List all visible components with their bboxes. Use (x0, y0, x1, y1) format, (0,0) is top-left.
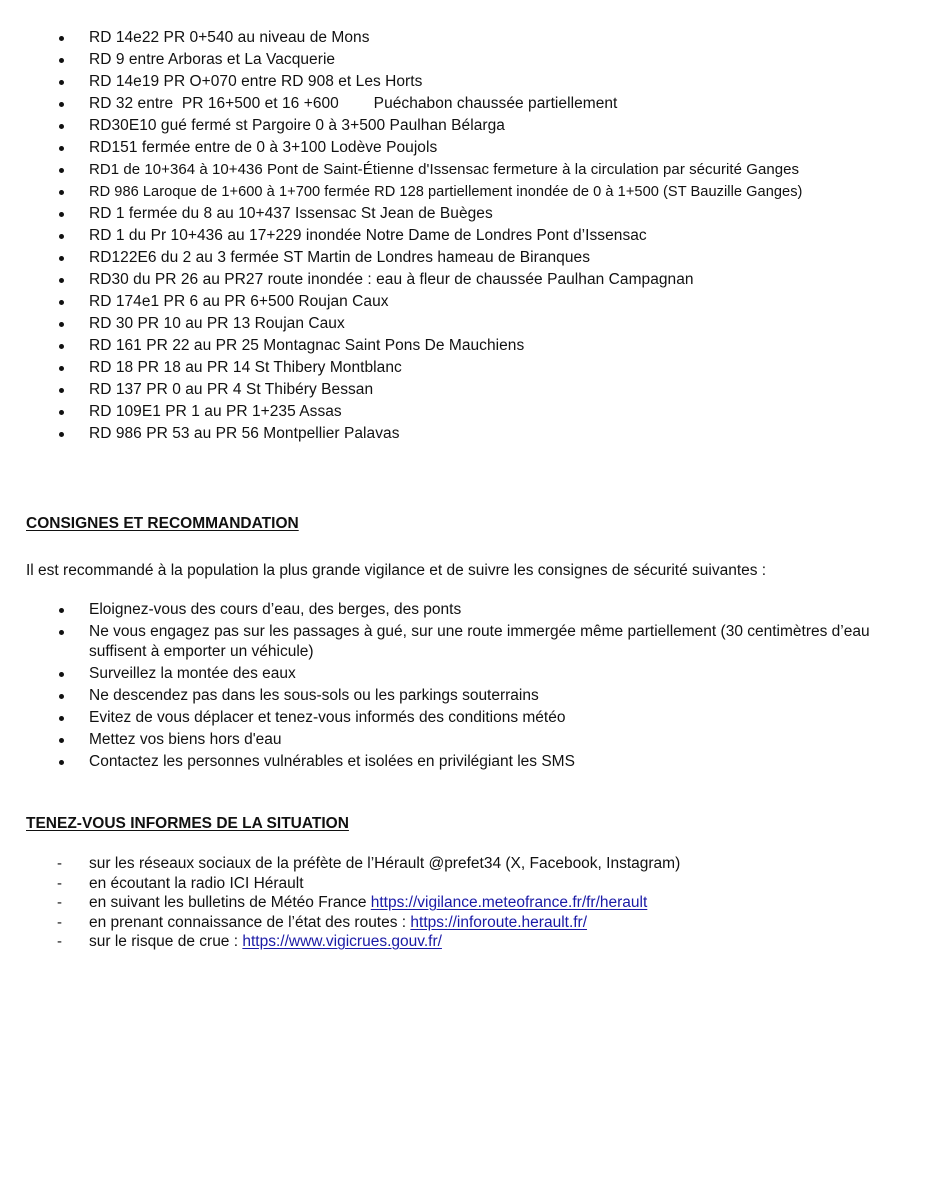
bullet-icon (59, 410, 64, 415)
road-closure-text: RD 137 PR 0 au PR 4 St Thibéry Bessan (89, 381, 374, 398)
list-item (0, 854, 938, 874)
recommendation-text: Evitez de vous déplacer et tenez-vous informés des conditions météo (89, 709, 566, 726)
list-item (0, 49, 938, 71)
list-item (0, 600, 938, 620)
bullet-icon (59, 146, 64, 151)
road-closure-text: RD1 de 10+364 à 10+436 Pont de Saint-Étienne d'Issensac fermeture à la circulation par sécurité Ganges (89, 161, 800, 178)
list-item (0, 708, 938, 728)
bullet-icon (59, 672, 64, 677)
road-closure-text: RD151 fermée entre de 0 à 3+100 Lodève Poujols (89, 139, 438, 156)
road-closure-text: RD 32 entre PR 16+500 et 16 +600 Puéchabon chaussée partiellement (89, 95, 618, 112)
road-closure-text: RD 14e22 PR 0+540 au niveau de Mons (89, 29, 370, 46)
information-sources-list (0, 854, 938, 952)
info-text: sur les réseaux sociaux de la préfète de l’Hérault @prefet34 (X, Facebook, Instagram) (89, 855, 681, 872)
bullet-icon (59, 366, 64, 371)
bullet-icon (59, 58, 64, 63)
bullet-icon (59, 124, 64, 129)
road-closure-text: RD 986 Laroque de 1+600 à 1+700 fermée RD 128 partiellement inondée de 0 à 1+500 (ST Bauzille Ganges) (89, 184, 803, 200)
list-item (0, 423, 938, 445)
list-item (0, 159, 938, 181)
list-item (0, 269, 938, 291)
road-closure-text: RD 161 PR 22 au PR 25 Montagnac Saint Pons De Mauchiens (89, 337, 525, 354)
dash-icon: - (57, 874, 62, 892)
info-text: en écoutant la radio ICI Hérault (89, 874, 304, 892)
list-item (0, 247, 938, 269)
list-item (0, 874, 938, 894)
bullet-icon (59, 630, 64, 635)
list-item (0, 225, 938, 247)
bullet-icon (59, 278, 64, 283)
list-item (0, 27, 938, 49)
list-item (0, 622, 938, 662)
recommendations-list (0, 600, 938, 774)
bullet-icon (59, 212, 64, 217)
road-closures-list (0, 27, 938, 445)
list-item (0, 379, 938, 401)
list-item (0, 401, 938, 423)
info-text: sur le risque de crue : (89, 933, 243, 950)
list-item (0, 335, 938, 357)
recommendation-text: Ne vous engagez pas sur les passages à gué, sur une route immergée même partiellement (30 centimètres d’eau suffisent à emporter un véhicule) (89, 623, 870, 660)
road-closure-text: RD30E10 gué fermé st Pargoire 0 à 3+500 Paulhan Bélarga (89, 117, 505, 134)
bullet-icon (59, 760, 64, 765)
bullet-icon (59, 738, 64, 743)
list-item (0, 752, 938, 772)
recommendation-text: Surveillez la montée des eaux (89, 665, 296, 682)
recommendation-text: Eloignez-vous des cours d’eau, des berges, des ponts (89, 601, 462, 618)
list-item (0, 357, 938, 379)
bullet-icon (59, 344, 64, 349)
bullet-icon (59, 694, 64, 699)
recommendation-text: Ne descendez pas dans les sous-sols ou les parkings souterrains (89, 687, 539, 704)
inforoute-link[interactable]: https://inforoute.herault.fr/ (410, 913, 588, 931)
bullet-icon (59, 608, 64, 613)
info-text: en suivant les bulletins de Météo France (89, 894, 371, 911)
bullet-icon (59, 234, 64, 239)
bullet-icon (59, 716, 64, 721)
list-item (0, 913, 938, 933)
road-closure-text: RD30 du PR 26 au PR27 route inondée : eau à fleur de chaussée Paulhan Campagnan (89, 271, 694, 288)
dash-icon: - (57, 933, 62, 950)
vigicrues-link[interactable]: https://www.vigicrues.gouv.fr/ (242, 933, 442, 950)
road-closure-text: RD 174e1 PR 6 au PR 6+500 Roujan Caux (89, 293, 389, 310)
road-closure-text: RD 18 PR 18 au PR 14 St Thibery Montblanc (89, 359, 402, 376)
list-item (0, 93, 938, 115)
informes-heading: TENEZ-VOUS INFORMES DE LA SITUATION (26, 815, 349, 832)
bullet-icon (59, 190, 64, 195)
recommendation-text: Mettez vos biens hors d'eau (89, 731, 282, 748)
bullet-icon (59, 256, 64, 261)
road-closure-text: RD 109E1 PR 1 au PR 1+235 Assas (89, 403, 342, 420)
recommendation-text: Contactez les personnes vulnérables et isolées en privilégiant les SMS (89, 753, 575, 770)
list-item (0, 203, 938, 225)
list-item (0, 291, 938, 313)
info-text: en prenant connaissance de l’état des routes : (89, 913, 411, 931)
consignes-intro: Il est recommandé à la population la plus grande vigilance et de suivre les consignes de sécurité suivantes : (26, 562, 767, 579)
dash-icon: - (57, 894, 62, 911)
dash-icon: - (57, 855, 62, 872)
list-item (0, 893, 938, 913)
bullet-icon (59, 300, 64, 305)
list-item (0, 664, 938, 684)
bullet-icon (59, 36, 64, 41)
list-item (0, 730, 938, 750)
bullet-icon (59, 322, 64, 327)
consignes-heading: CONSIGNES ET RECOMMANDATION (26, 515, 299, 532)
list-item (0, 686, 938, 706)
list-item (0, 71, 938, 93)
bullet-icon (59, 388, 64, 393)
road-closure-text: RD 986 PR 53 au PR 56 Montpellier Palavas (89, 425, 400, 442)
bullet-icon (59, 80, 64, 85)
meteofrance-link[interactable]: https://vigilance.meteofrance.fr/fr/herault (370, 894, 648, 911)
list-item (0, 137, 938, 159)
list-item (0, 313, 938, 335)
road-closure-text: RD122E6 du 2 au 3 fermée ST Martin de Londres hameau de Biranques (89, 249, 590, 266)
list-item (0, 181, 938, 203)
road-closure-text: RD 1 fermée du 8 au 10+437 Issensac St Jean de Buèges (89, 205, 493, 222)
bullet-icon (59, 432, 64, 437)
bullet-icon (59, 102, 64, 107)
bullet-icon (59, 168, 64, 173)
road-closure-text: RD 30 PR 10 au PR 13 Roujan Caux (89, 315, 345, 332)
road-closure-text: RD 9 entre Arboras et La Vacquerie (89, 51, 336, 68)
list-item (0, 115, 938, 137)
road-closure-text: RD 1 du Pr 10+436 au 17+229 inondée Notre Dame de Londres Pont d’Issensac (89, 227, 647, 244)
road-closure-text: RD 14e19 PR O+070 entre RD 908 et Les Horts (89, 73, 423, 90)
list-item (0, 932, 938, 952)
dash-icon: - (57, 913, 62, 931)
